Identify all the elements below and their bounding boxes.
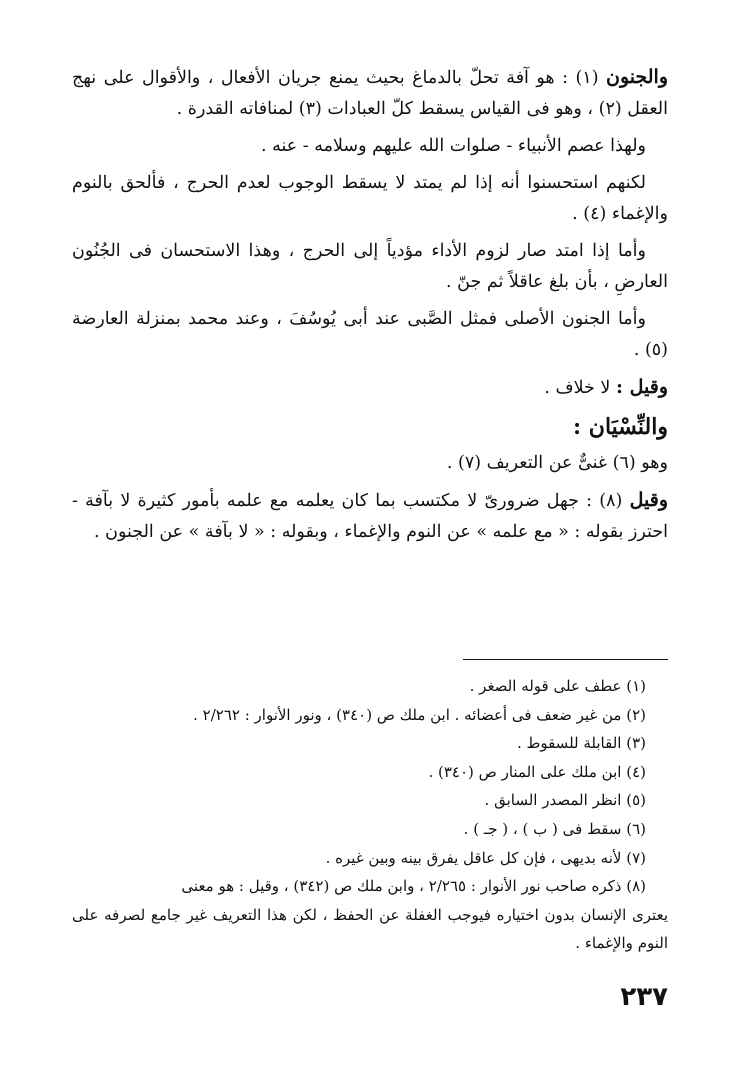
footnote-7: (٧) لأنه بديهى ، فإن كل عاقل يفرق بينه وبين غيره .: [325, 848, 646, 867]
term-qila: وقيل :: [615, 376, 668, 398]
footnote-8-continued: يعترى الإنسان بدون اختياره فيوجب الغفلة عن الحفظ ، لكن هذا التعريف غير جامع لصرفه على النوم والإغماء .: [72, 905, 668, 953]
paragraph-no-dispute: [72, 372, 668, 404]
paragraph-text: لا خلاف .: [544, 378, 616, 398]
footnote-3: (٣) القابلة للسقوط .: [516, 734, 646, 753]
footnote-5: (٥) انظر المصدر السابق .: [484, 791, 646, 810]
paragraph-text: (٨) : جهل ضرورىّ لا مكتسب بما كان يعلمه مع علمه بأمور كثيرة لا بآفة - احترز بقوله : « مع علمه » عن النوم والإغماء ، وبقوله : « لا بآفة » عن الجنون .: [72, 491, 668, 542]
footnote-2: (٢) من غير ضعف فى أعضائه . ابن ملك ص (٣٤٠) ، ونور الأنوار : ٢/٢٦٢ .: [193, 705, 646, 724]
term-qila: وقيل: [629, 489, 669, 511]
paragraph-text: (١) : هو آفة تحلّ بالدماغ بحيث يمنع جريان الأفعال ، والأقوال على نهج العقل (٢) ، وهو فى القياس يسقط كلّ العبادات (٣) لمنافاته القدرة .: [72, 68, 668, 119]
paragraph-junun-definition: [72, 62, 668, 125]
paragraph-nisyan-definition: وهو (٦) غنىٌّ عن التعريف (٧) .: [446, 453, 668, 473]
footnote-8: (٨) ذكره صاحب نور الأنوار : ٢/٢٦٥ ، وابن ملك ص (٣٤٢) ، وقيل : هو معنى: [181, 877, 646, 896]
footnote-separator: [463, 659, 668, 660]
paragraph-prophets: ولهذا عصم الأنبياء - صلوات الله عليهم وسلامه - عنه .: [260, 136, 646, 156]
term-junun: والجنون: [606, 66, 669, 88]
footnote-4: (٤) ابن ملك على المنار ص (٣٤٠) .: [428, 762, 646, 781]
main-text: [72, 62, 668, 554]
paragraph-istihsan: لكنهم استحسنوا أنه إذا لم يمتد لا يسقط الوجوب لعدم الحرج ، فألحق بالنوم والإغماء (٤) .: [72, 173, 668, 224]
footnote-1: (١) عطف على قوله الصغر .: [469, 677, 646, 695]
footnotes: [72, 672, 668, 958]
paragraph-nisyan-alternative: [72, 485, 668, 548]
paragraph-prolonged: وأما إذا امتد صار لزوم الأداء مؤدياً إلى الحرج ، وهذا الاستحسان فى الجُنُون العارضِ ، بأن بلغ عاقلاً ثم جنّ .: [72, 241, 668, 292]
section-heading-nisyan: والنِّسْيَان :: [573, 414, 668, 440]
page-number: ٢٣٧: [620, 982, 668, 1012]
footnote-6: (٦) سقط فى ( ب ) ، ( جـ ) .: [463, 819, 646, 838]
paragraph-original-junun: وأما الجنون الأصلى فمثل الصَّبى عند أبى يُوسُفَ ، وعند محمد بمنزلة العارضة (٥) .: [72, 309, 668, 360]
